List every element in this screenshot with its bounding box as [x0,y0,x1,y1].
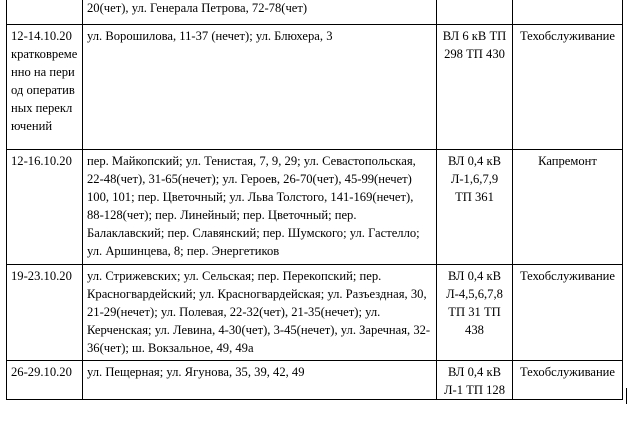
work-type-cell [513,0,623,25]
date-cell: 12-14.10.20 кратковременно на период оперативных переключений [7,25,83,150]
table-row [7,361,623,400]
addresses-cell: 20(чет), ул. Генерала Петрова, 72-78(чет) [83,0,437,25]
date-cell: 26-29.10.20 [7,361,83,400]
text-cursor [626,388,627,404]
table-row [7,25,623,150]
power-line-cell: ВЛ 0,4 кВ Л-1 ТП 128 [437,361,513,400]
work-type-cell: Капремонт [513,150,623,265]
work-type-cell: Техобслуживание [513,25,623,150]
addresses-cell: ул. Ворошилова, 11-37 (нечет); ул. Блюхера, 3 [83,25,437,150]
work-type-cell: Техобслуживание [513,361,623,400]
date-cell: 12-16.10.20 [7,150,83,265]
table-row [7,0,623,25]
table-row [7,150,623,265]
power-line-cell: ВЛ 0,4 кВ Л-4,5,6,7,8 ТП 31 ТП 438 [437,265,513,361]
work-type-cell: Техобслуживание [513,265,623,361]
outage-schedule-table [6,0,623,400]
power-line-cell [437,0,513,25]
addresses-cell: пер. Майкопский; ул. Тенистая, 7, 9, 29; ул. Севастопольская, 22-48(чет), 31-65(нечет); ул. Героев, 26-70(чет), 45-99(нечет) 100, 101; пер. Цветочный; ул. Льва Толстого, 141-169(нечет), 88-128(чет); пер. Линейный; пер. Цветочный; пер. Балаклавский; пер. Славянский; пер. Шумского; ул. Гастелло; ул. Аршинцева, 8; пер. Энергетиков [83,150,437,265]
addresses-cell: ул. Стрижевских; ул. Сельская; пер. Перекопский; пер. Красногвардейский; ул. Красногвардейская; ул. Разъездная, 30, 21-29(нечет); ул. Полевая, 22-32(чет), 21-35(нечет); ул. Керченская; ул. Левина, 4-30(чет), 3-45(нечет), ул. Заречная, 32-36(чет); ш. Вокзальное, 49, 49а [83,265,437,361]
date-cell: 19-23.10.20 [7,265,83,361]
addresses-cell: ул. Пещерная; ул. Ягунова, 35, 39, 42, 49 [83,361,437,400]
date-cell [7,0,83,25]
power-line-cell: ВЛ 6 кВ ТП 298 ТП 430 [437,25,513,150]
power-line-cell: ВЛ 0,4 кВ Л-1,6,7,9 ТП 361 [437,150,513,265]
table-row [7,265,623,361]
